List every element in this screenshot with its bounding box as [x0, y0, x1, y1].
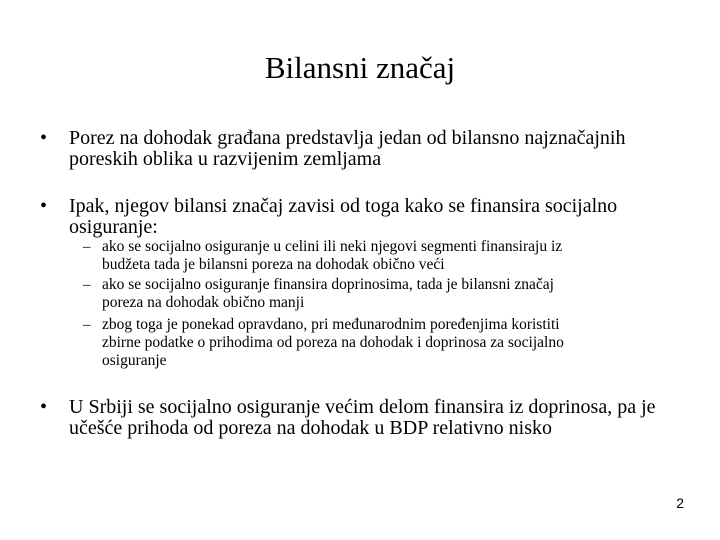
- subbullet-text-line: ako se socijalno osiguranje u celini ili neki njegovi segmenti finansiraju iz: [102, 238, 563, 255]
- bullet-text-line: učešće prihoda od poreza na dohodak u BDP relativno nisko: [69, 417, 553, 439]
- bullet-marker: •: [40, 195, 48, 217]
- subbullet-marker: –: [83, 317, 91, 333]
- bullet-marker: •: [40, 396, 48, 418]
- bullet-text-line: Ipak, njegov bilansi značaj zavisi od toga kako se finansira socijalno: [69, 195, 618, 217]
- subbullet-marker: –: [83, 277, 91, 293]
- subbullet-text-line: zbog toga je ponekad opravdano, pri međunarodnim poređenjima koristiti: [102, 316, 560, 333]
- bullet-text-line: Porez na dohodak građana predstavlja jedan od bilansno najznačajnih: [69, 127, 626, 149]
- subbullet-text-line: zbirne podatke o prihodima od poreza na dohodak i doprinosa za socijalno: [102, 334, 564, 351]
- subbullet-text-line: ako se socijalno osiguranje finansira doprinosima, tada je bilansni značaj: [102, 276, 554, 293]
- bullet-text-line: osiguranje:: [69, 216, 158, 238]
- slide-title: Bilansni značaj: [264, 50, 456, 85]
- page-number: 2: [676, 495, 684, 511]
- subbullet-marker: –: [83, 239, 91, 255]
- subbullet-text-line: poreza na dohodak obično manji: [102, 294, 305, 311]
- bullet-marker: •: [40, 127, 48, 149]
- subbullet-text-line: osiguranje: [102, 352, 167, 369]
- bullet-text-line: U Srbiji se socijalno osiguranje većim delom finansira iz doprinosa, pa je: [69, 396, 656, 418]
- bullet-text-line: poreskih oblika u razvijenim zemljama: [69, 148, 382, 170]
- subbullet-text-line: budžeta tada je bilansni poreza na dohodak obično veći: [102, 256, 445, 273]
